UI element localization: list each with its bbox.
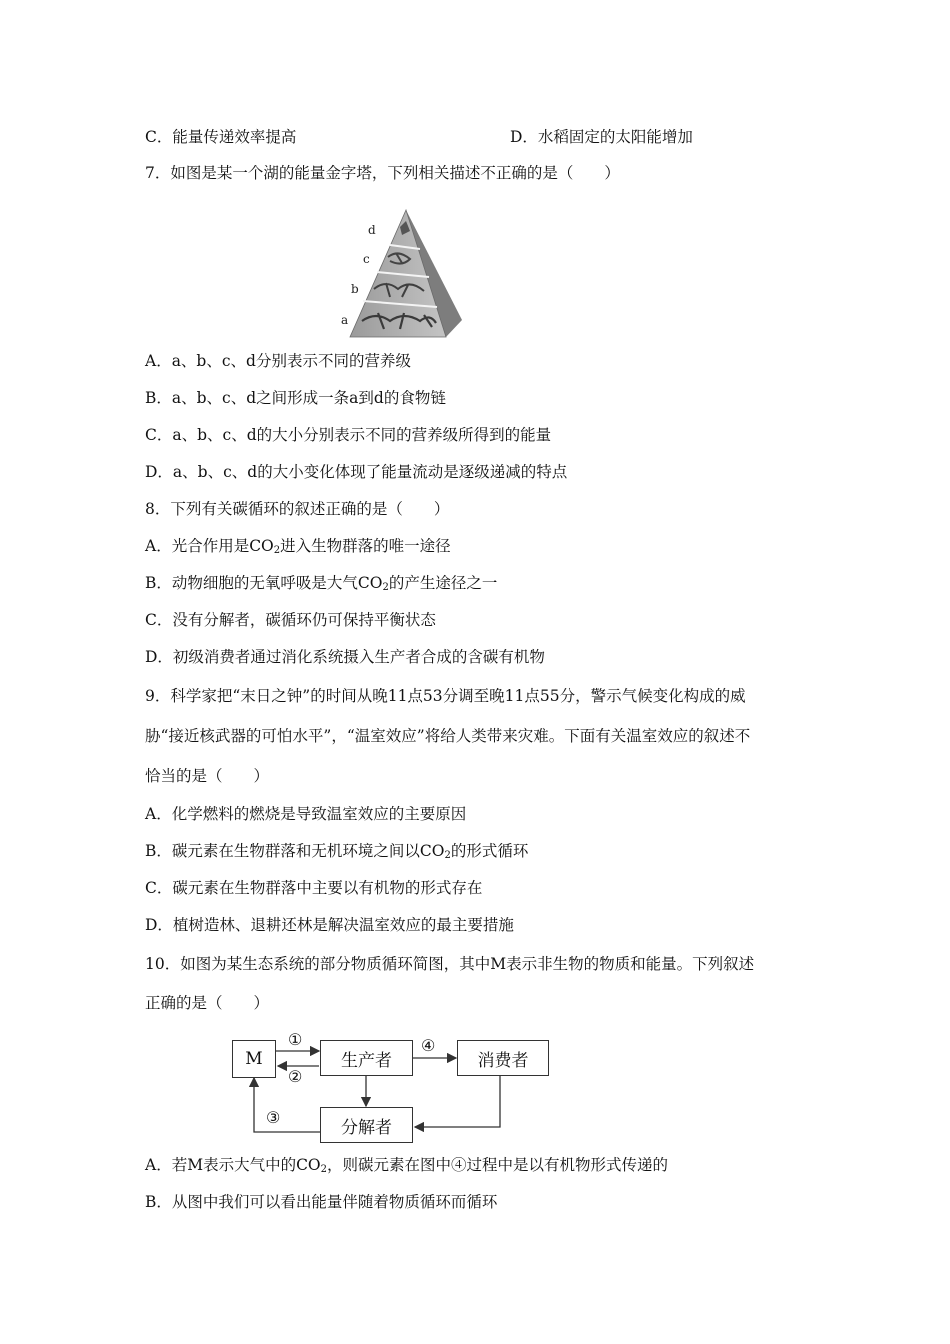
node-decomposer: 分解者 (320, 1107, 413, 1143)
q9-option-b: B．碳元素在生物群落和无机环境之间以$CO_2$的形式循环 (145, 842, 529, 861)
node-consumer: 消费者 (457, 1040, 549, 1076)
q10-option-a: A．若M表示大气中的$CO_2$，则碳元素在图中④过程中是以有机物形式传递的 (145, 1156, 669, 1175)
q9-stem-line3: 恰当的是（ ） (145, 767, 270, 785)
q9-option-a: A．化学燃料的燃烧是导致温室效应的主要原因 (145, 805, 467, 823)
q8-option-b: B．动物细胞的无氧呼吸是大气$CO_2$的产生途径之一 (145, 574, 498, 593)
q7-option-d: D．a、b、c、d的大小变化体现了能量流动是逐级递减的特点 (145, 463, 568, 481)
pyramid-label-c: c (363, 252, 370, 266)
q7-stem: 7．如图是某一个湖的能量金字塔，下列相关描述不正确的是（ ） (145, 164, 620, 182)
q10-stem-line1: 10．如图为某生态系统的部分物质循环简图，其中M表示非生物的物质和能量。下列叙述 (145, 955, 755, 973)
pyramid-label-d: d (368, 223, 376, 237)
energy-pyramid-figure (338, 205, 466, 340)
arrow-label-1: ① (288, 1030, 303, 1049)
q7-option-c: C．a、b、c、d的大小分别表示不同的营养级所得到的能量 (145, 426, 552, 444)
arrow-label-3: ③ (266, 1108, 281, 1127)
q9-option-d: D．植树造林、退耕还林是解决温室效应的最主要措施 (145, 916, 514, 934)
q6-option-c: C．能量传递效率提高 (145, 128, 297, 146)
q10-stem-line2: 正确的是（ ） (145, 994, 270, 1012)
q9-option-c: C．碳元素在生物群落中主要以有机物的形式存在 (145, 879, 483, 897)
q10-option-b: B．从图中我们可以看出能量伴随着物质循环而循环 (145, 1193, 498, 1211)
node-producer: 生产者 (320, 1040, 413, 1076)
q6-option-d: D．水稻固定的太阳能增加 (510, 128, 693, 146)
pyramid-label-a: a (341, 313, 349, 327)
q7-option-a: A．a、b、c、d分别表示不同的营养级 (145, 352, 411, 370)
q9-stem-line1: 9．科学家把“末日之钟”的时间从晚11点53分调至晚11点55分，警示气候变化构成的威 (145, 687, 746, 705)
q8-option-a: A．光合作用是$CO_2$进入生物群落的唯一途径 (145, 537, 451, 556)
q7-option-b: B．a、b、c、d之间形成一条a到d的食物链 (145, 389, 446, 407)
arrow-label-4: ④ (421, 1036, 436, 1055)
q8-stem: 8．下列有关碳循环的叙述正确的是（ ） (145, 500, 450, 518)
q8-option-c: C．没有分解者，碳循环仍可保持平衡状态 (145, 611, 436, 629)
node-m: M (232, 1040, 276, 1078)
q9-stem-line2: 胁“接近核武器的可怕水平”，“温室效应”将给人类带来灾难。下面有关温室效应的叙述不 (145, 727, 751, 745)
pyramid-label-b: b (351, 282, 359, 296)
arrow-label-2: ② (288, 1067, 303, 1086)
q8-option-d: D．初级消费者通过消化系统摄入生产者合成的含碳有机物 (145, 648, 545, 666)
